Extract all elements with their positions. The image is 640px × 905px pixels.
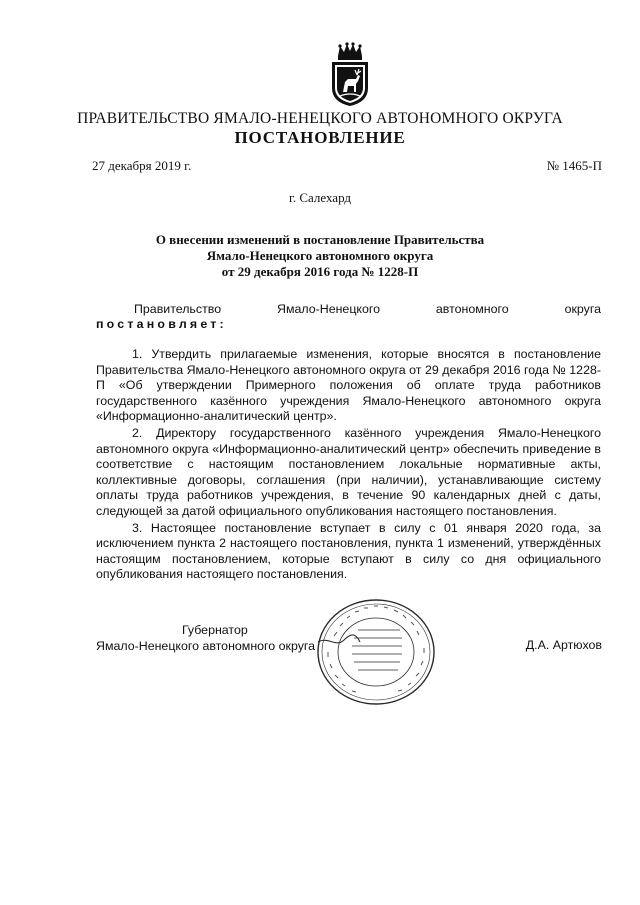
- coat-of-arms-icon: [328, 42, 372, 108]
- signatory-title-line-1: Губернатор: [182, 623, 248, 637]
- document-subject: [0, 232, 640, 280]
- organization-title: ПРАВИТЕЛЬСТВО ЯМАЛО-НЕНЕЦКОГО АВТОНОМНОГО ОКРУГА: [77, 110, 563, 127]
- preamble-word: округа: [564, 302, 601, 316]
- preamble: [96, 302, 601, 331]
- document-city: г. Салехард: [288, 190, 352, 205]
- document-number: № 1465-П: [546, 158, 602, 173]
- signatory-title-line-2: Ямало-Ненецкого автономного округа: [96, 639, 316, 653]
- subject-line-1: О внесении изменений в постановление Правительства: [155, 232, 485, 247]
- subject-line-3: от 29 декабря 2016 года № 1228-П: [221, 264, 419, 279]
- decree-verb: постановляет:: [96, 317, 227, 331]
- signatory-name: Д.А. Артюхов: [525, 638, 602, 652]
- preamble-line: [96, 302, 601, 316]
- paragraph-3: 3. Настоящее постановление вступает в силу с 01 января 2020 года, за исключением пункта 2 настоящего постановления, пункта 1 изменений, утверждённых настоящим постановлением, которые вступают в силу со дня официального опубликования настоящего постановления.: [96, 520, 601, 582]
- paragraph-1: 1. Утвердить прилагаемые изменения, которые вносятся в постановление Правительства Ямало-Ненецкого автономного округа от 29 декабря 2016 года № 1228-П «Об утверждении Примерного положения об оплате труда работников государственного казённого учреждения Ямало-Ненецкого автономного округа «Информационно-аналитический центр».: [96, 347, 601, 424]
- document-date: 27 декабря 2019 г.: [92, 158, 192, 173]
- preamble-word: Ямало-Ненецкого: [277, 302, 381, 316]
- document-type-title: ПОСТАНОВЛЕНИЕ: [234, 128, 406, 147]
- preamble-word: автономного: [435, 302, 509, 316]
- signatory-title: [96, 622, 336, 654]
- subject-line-2: Ямало-Ненецкого автономного округа: [206, 248, 434, 263]
- paragraph-2: 2. Директору государственного казённого учреждения Ямало-Ненецкого автономного округа «Информационно-аналитический центр» обеспечить приведение в соответствие с настоящим постановлением локальные нормативные акты, коллективные договоры, соглашения (при наличии), устанавливающие систему оплаты труда работников учреждения, в течение 90 календарных дней с даты, следующей за датой официального опубликования настоящего постановления.: [96, 425, 601, 518]
- preamble-word: Правительство: [134, 302, 222, 316]
- document-body: [96, 347, 601, 584]
